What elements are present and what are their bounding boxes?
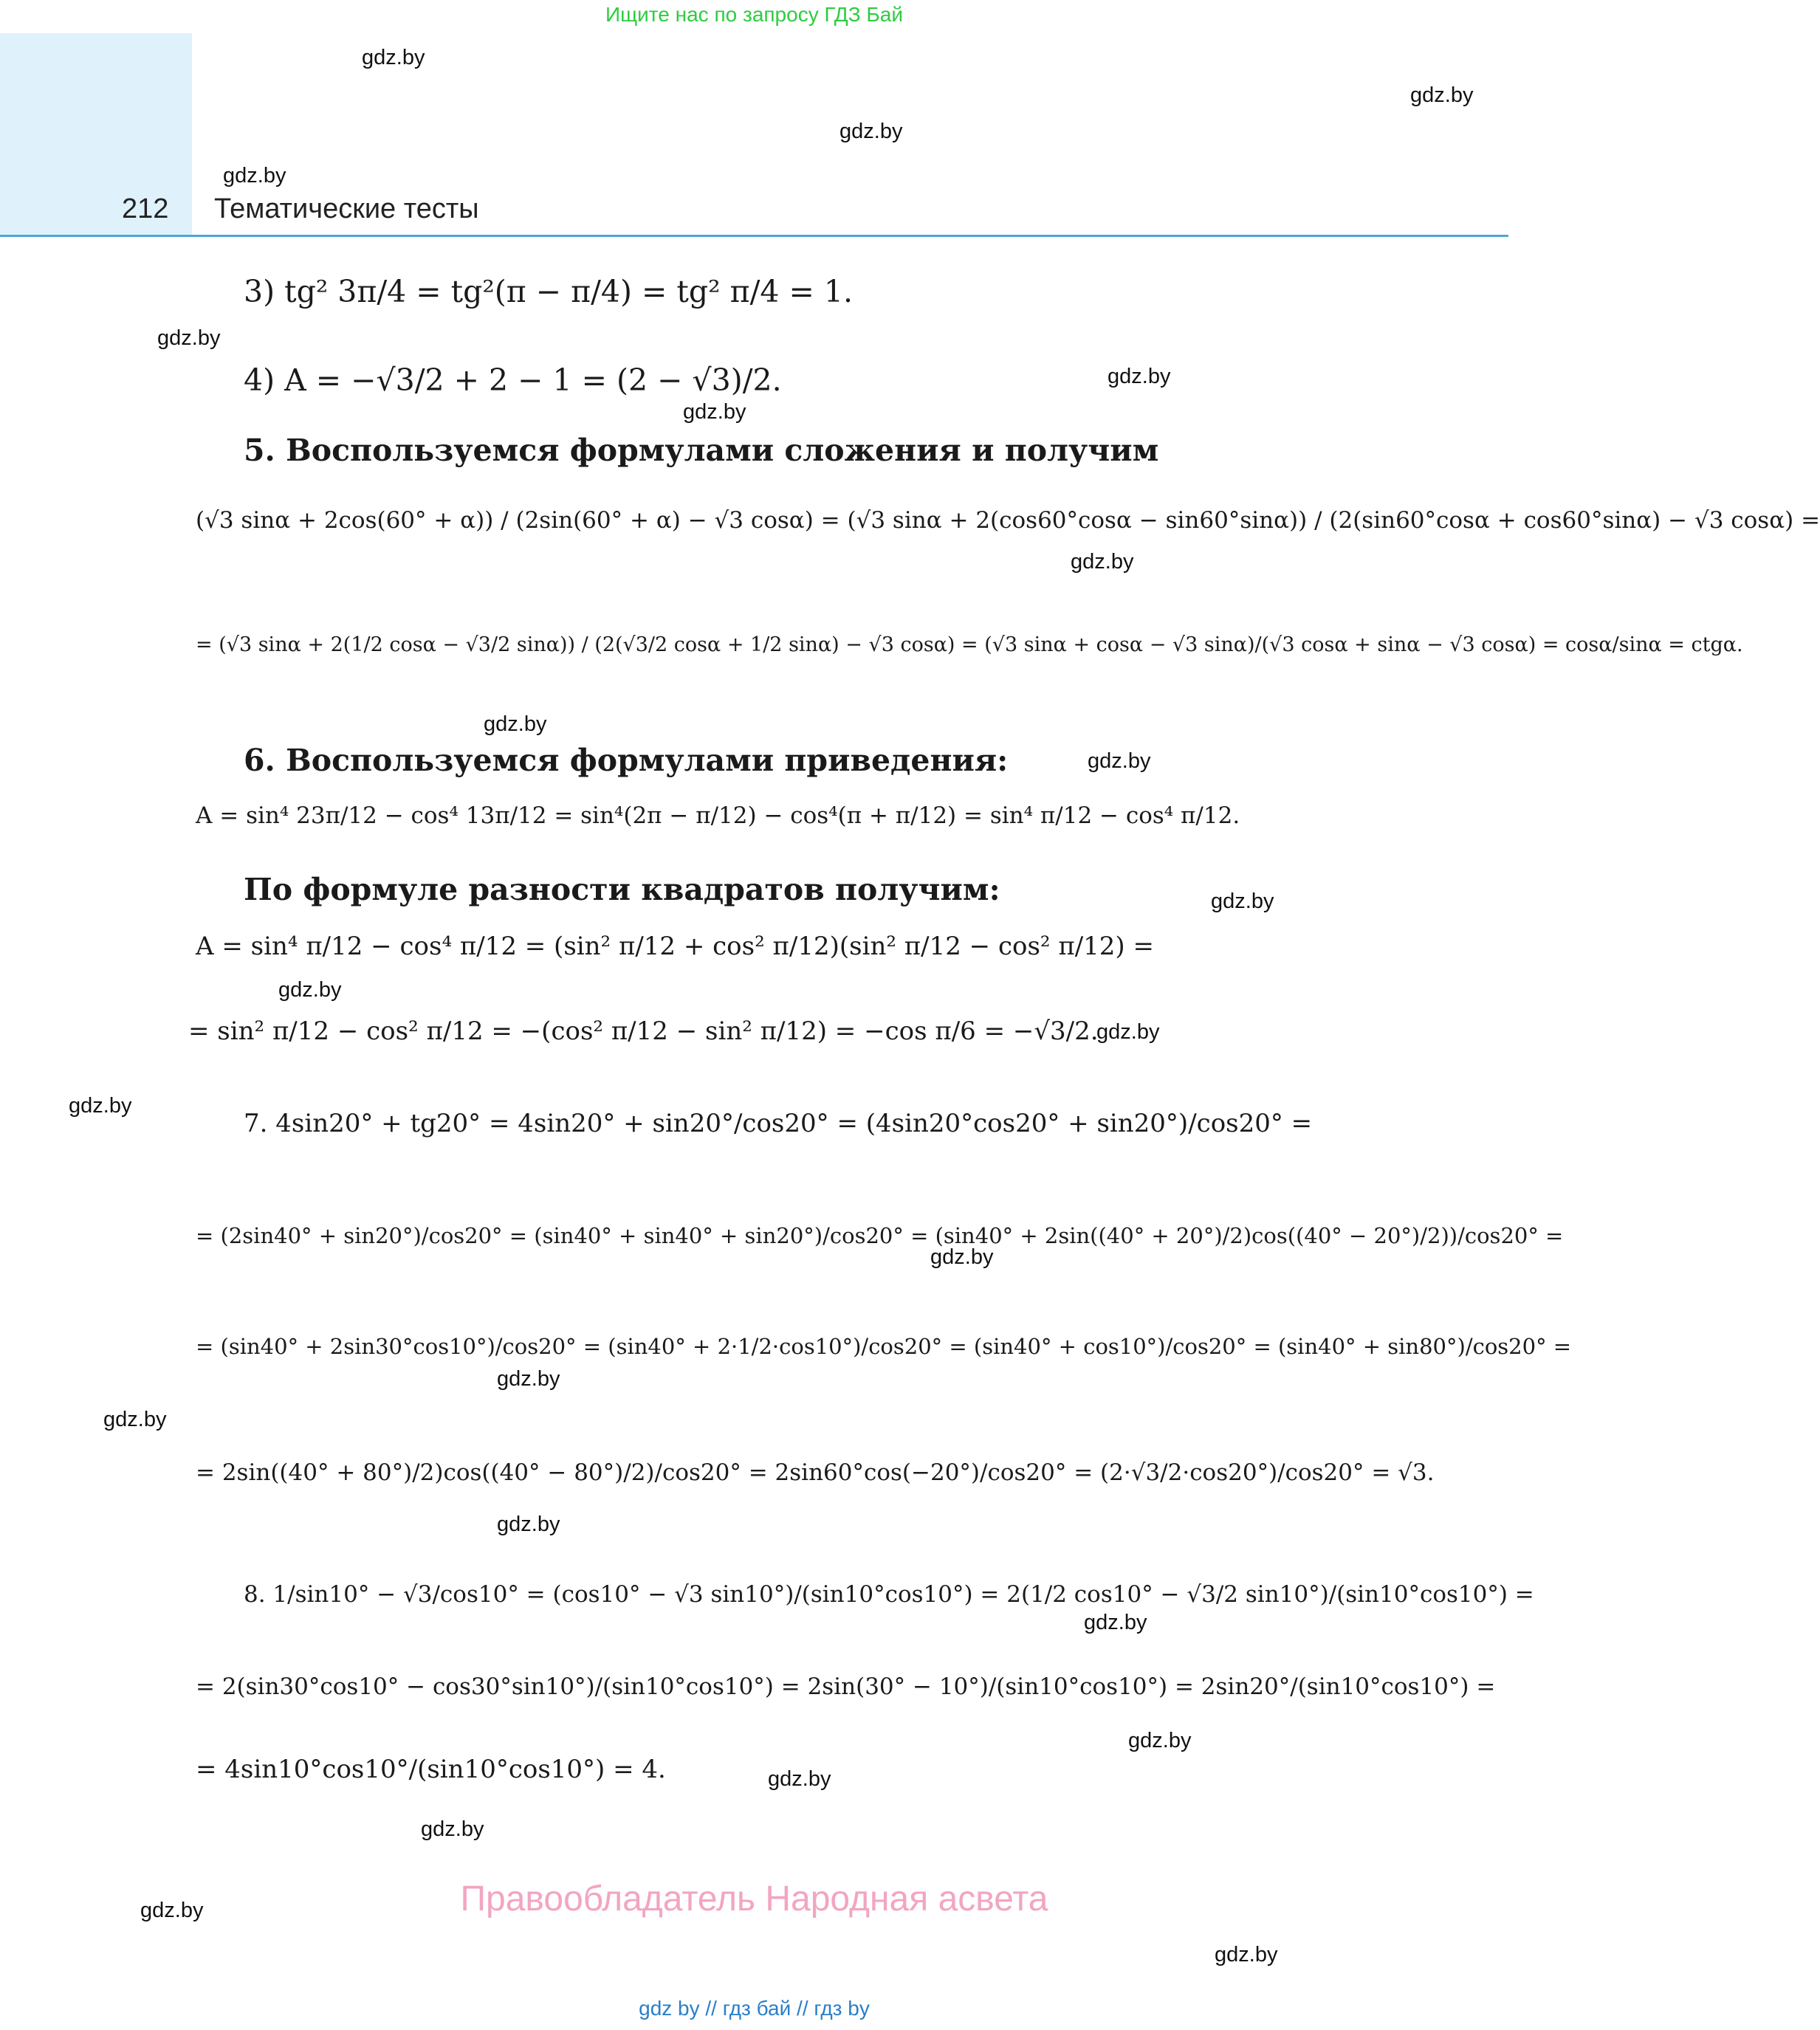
watermark: gdz.by [140,1899,204,1922]
watermark: gdz.by [497,1367,560,1391]
task-5-heading: 5. Воспользуемся формулами сложения и получим [244,433,1159,468]
watermark: gdz.by [1071,550,1134,574]
rights-holder: Правообладатель Народная асвета [460,1879,1048,1919]
watermark: gdz.by [1096,1020,1160,1044]
watermark: gdz.by [930,1245,994,1269]
task-7-eq-4: = 2sin((40° + 80°)/2)cos((40° − 80°)/2)/cos20° = 2sin60°cos(−20°)/cos20° = (2·√3/2·cos20°)/cos20° = √3. [196,1459,1435,1486]
solution-4: 4) A = −√3/2 + 2 − 1 = (2 − √3)/2. [244,362,782,398]
watermark: gdz.by [1211,890,1274,913]
task-8-eq-2: = 2(sin30°cos10° − cos30°sin10°)/(sin10°cos10°) = 2sin(30° − 10°)/(sin10°cos10°) = 2sin20°/(sin10°cos10°) = [196,1673,1496,1700]
task-6-eq-1: A = sin⁴ 23π/12 − cos⁴ 13π/12 = sin⁴(2π − π/12) − cos⁴(π + π/12) = sin⁴ π/12 − cos⁴ π/12. [196,802,1240,829]
watermark: gdz.by [362,46,425,69]
watermark: gdz.by [1108,365,1171,388]
watermark: gdz.by [69,1094,132,1118]
watermark: gdz.by [497,1513,560,1536]
search-banner[interactable]: Ищите нас по запросу ГДЗ Бай [605,3,904,26]
watermark: gdz.by [1128,1729,1192,1752]
watermark: gdz.by [768,1767,831,1791]
chapter-title: Тематические тесты [214,193,479,224]
task-6-subheading: По формуле разности квадратов получим: [244,872,1000,907]
task-5-eq-1: (√3 sinα + 2cos(60° + α)) / (2sin(60° + α) − √3 cosα) = (√3 sinα + 2(cos60°cosα − sin60°sinα)) / (2(sin60°cosα + cos60°sinα) − √3 cosα) = [196,507,1820,534]
watermark: gdz.by [157,326,221,350]
task-6-eq-3: = sin² π/12 − cos² π/12 = −(cos² π/12 − sin² π/12) = −cos π/6 = −√3/2. [188,1016,1099,1046]
watermark: gdz.by [1084,1611,1147,1634]
watermark: gdz.by [1215,1943,1278,1967]
watermark: gdz.by [839,120,903,143]
task-6-heading: 6. Воспользуемся формулами приведения: [244,743,1009,778]
task-5-eq-2: = (√3 sinα + 2(1/2 cosα − √3/2 sinα)) / (2(√3/2 cosα + 1/2 sinα) − √3 cosα) = (√3 sinα + cosα − √3 sinα)/(√3 cosα + sinα − √3 cosα) = cosα/sinα = ctgα. [196,633,1743,656]
watermark: gdz.by [421,1817,484,1841]
task-7-eq-3: = (sin40° + 2sin30°cos10°)/cos20° = (sin40° + 2·1/2·cos10°)/cos20° = (sin40° + cos10°)/cos20° = (sin40° + sin80°)/cos20° = [196,1334,1572,1359]
task-7-eq-1: 7. 4sin20° + tg20° = 4sin20° + sin20°/cos20° = (4sin20°cos20° + sin20°)/cos20° = [244,1109,1313,1138]
header-rule [0,235,1508,237]
watermark: gdz.by [223,164,286,187]
watermark: gdz.by [103,1408,167,1431]
solution-3: 3) tg² 3π/4 = tg²(π − π/4) = tg² π/4 = 1. [244,274,854,309]
watermark: gdz.by [484,712,547,736]
task-6-eq-2: A = sin⁴ π/12 − cos⁴ π/12 = (sin² π/12 + cos² π/12)(sin² π/12 − cos² π/12) = [196,932,1154,961]
task-8-eq-1: 8. 1/sin10° − √3/cos10° = (cos10° − √3 sin10°)/(sin10°cos10°) = 2(1/2 cos10° − √3/2 sin10°)/(sin10°cos10°) = [244,1581,1534,1608]
footer-links[interactable]: gdz by // гдз бай // гдз by [639,1997,870,2020]
task-7-eq-2: = (2sin40° + sin20°)/cos20° = (sin40° + sin40° + sin20°)/cos20° = (sin40° + 2sin((40° + 20°)/2)cos((40° − 20°)/2))/cos20° = [196,1223,1564,1248]
watermark: gdz.by [683,400,746,424]
page-number: 212 [122,193,169,224]
task-8-eq-3: = 4sin10°cos10°/(sin10°cos10°) = 4. [196,1755,666,1784]
watermark: gdz.by [1410,83,1474,107]
watermark: gdz.by [278,978,342,1002]
watermark: gdz.by [1088,749,1151,773]
